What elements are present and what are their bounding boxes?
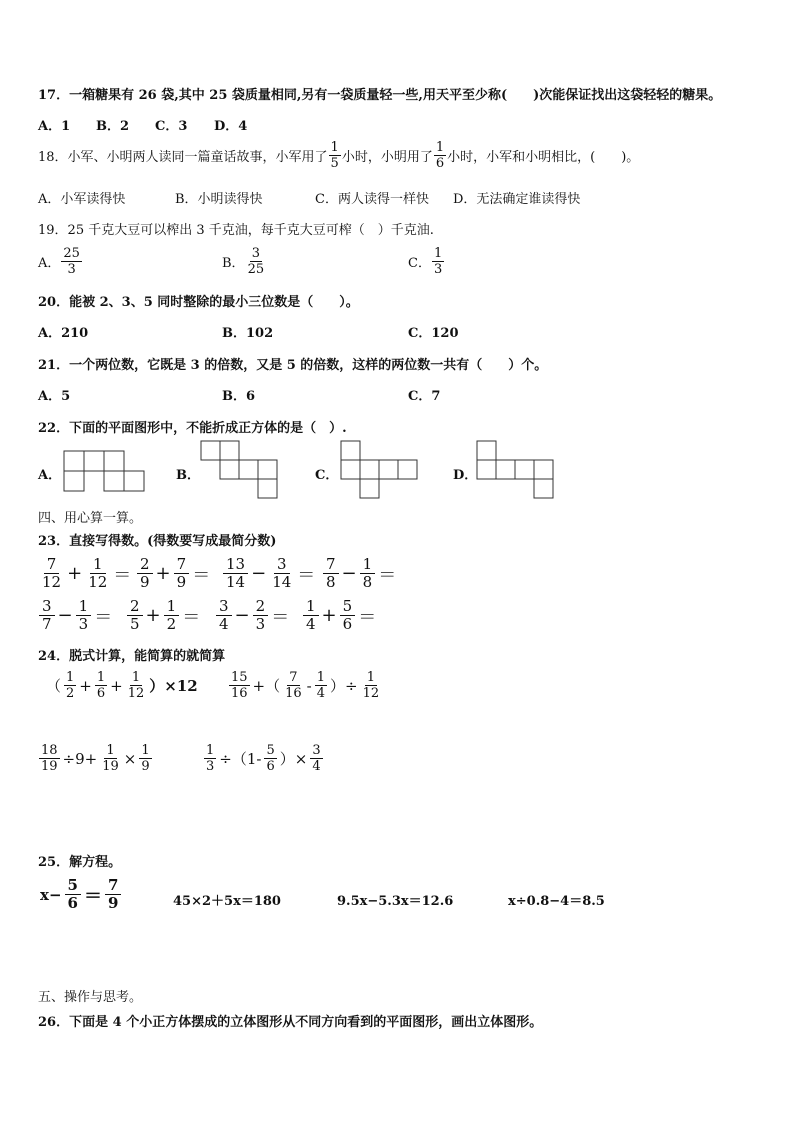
q18-text-2: 小时，小明用了 <box>341 150 433 165</box>
q22-net-c <box>340 440 420 500</box>
q19-option-b: B． $\frac{3}{25}$ <box>222 246 265 277</box>
q19-option-c-fraction: $\frac{1}{3}$ <box>433 246 443 277</box>
q22-net-a <box>63 450 145 492</box>
q18-fraction-2: $\frac{1}{6}$ <box>435 140 445 171</box>
q18-option-d: D．无法确定谁读得快 <box>453 192 581 207</box>
q23-expr-8: $\frac{1}{4}$ + $\frac{5}{6}$ ＝ <box>302 598 378 633</box>
q24-expr-4: $\frac{1}{3}$ ÷（1- $\frac{5}{6}$ ）× $\frac{3}{4}$ <box>206 743 321 774</box>
q25-equation-4: x÷0.8−4＝8.5 <box>508 894 605 909</box>
q23-expr-7: $\frac{3}{4}$ − $\frac{2}{3}$ ＝ <box>215 598 291 633</box>
q18-option-b: B．小明读得快 <box>175 192 263 207</box>
q23-expr-4: $\frac{7}{8}$ − $\frac{1}{8}$ ＝ <box>322 556 398 591</box>
question-25: 25．解方程。 <box>38 855 122 870</box>
question-20: 20．能被 2、3、5 同时整除的最小三位数是（ ）。 <box>38 295 359 310</box>
q22-option-b: B． <box>176 468 200 483</box>
q25-equation-3: 9.5x−5.3x＝12.6 <box>337 894 454 909</box>
q22-net-b <box>200 440 280 500</box>
q22-net-d <box>476 440 556 500</box>
q23-expr-6: $\frac{2}{5}$ + $\frac{1}{2}$ ＝ <box>126 598 202 633</box>
question-24: 24．脱式计算，能简算的就简算 <box>38 649 226 664</box>
q18-option-a: A．小军读得快 <box>38 192 126 207</box>
q19-option-b-fraction: $\frac{3}{25}$ <box>247 246 265 277</box>
q17-option-b: B．2 <box>96 119 130 134</box>
q22-option-d: D． <box>453 468 478 483</box>
question-23: 23．直接写得数。(得数要写成最简分数) <box>38 534 277 549</box>
q20-option-b: B．102 <box>222 326 274 341</box>
q23-expr-2: $\frac{2}{9}$ + $\frac{7}{9}$ ＝ <box>136 556 212 591</box>
q22-option-a: A． <box>38 468 62 483</box>
q24-expr-1: （ $\frac{1}{2}$ + $\frac{1}{6}$ + $\frac{1}{12}$ ）×12 <box>46 670 198 701</box>
q19-option-a-fraction: $\frac{25}{3}$ <box>63 246 80 277</box>
q21-option-a: A．5 <box>38 389 71 404</box>
q25-equation-1: x− $\frac{5}{6}$ ＝ $\frac{7}{9}$ <box>38 877 122 912</box>
q20-option-c: C．120 <box>408 326 459 341</box>
q19-option-c: C． $\frac{1}{3}$ <box>408 246 443 277</box>
q24-expr-3: $\frac{18}{19}$ ÷9+ $\frac{1}{19}$ × $\frac{1}{9}$ <box>41 743 150 774</box>
section-5-heading: 五、操作与思考。 <box>38 990 143 1005</box>
question-18 <box>38 140 639 171</box>
q17-option-c: C．3 <box>155 119 188 134</box>
q18-option-c: C．两人读得一样快 <box>315 192 429 207</box>
q23-expr-1: $\frac{7}{12}$ + $\frac{1}{12}$ ＝ <box>42 555 132 591</box>
q18-text-3: 小时，小军和小明相比，( )。 <box>447 150 640 165</box>
question-26: 26．下面是 4 个小正方体摆成的立体图形从不同方向看到的平面图形，画出立体图形。 <box>38 1015 543 1030</box>
q17-option-d: D．4 <box>214 119 248 134</box>
q22-option-c: C． <box>315 468 339 483</box>
question-21: 21．一个两位数，它既是 3 的倍数，又是 5 的倍数，这样的两位数一共有（ ）个。 <box>38 358 548 373</box>
q25-equation-2: 45×2＋5x＝180 <box>173 894 281 909</box>
q21-option-b: B．6 <box>222 389 256 404</box>
q24-expr-2: $\frac{15}{16}$ +（ $\frac{7}{16}$ - $\frac{1}{4}$ ）÷ $\frac{1}{12}$ <box>231 670 380 701</box>
q19-option-a: A． $\frac{25}{3}$ <box>38 246 80 277</box>
q18-text-1: 18．小军、小明两人读同一篇童话故事，小军用了 <box>38 150 328 165</box>
q23-expr-3: $\frac{13}{14}$ − $\frac{3}{14}$ ＝ <box>222 556 317 591</box>
q20-option-a: A．210 <box>38 326 89 341</box>
q18-fraction-1: $\frac{1}{5}$ <box>330 140 339 171</box>
question-17: 17．一箱糖果有 26 袋,其中 25 袋质量相同,另有一袋质量轻一些,用天平至少称( )次能保证找出这袋轻轻的糖果。 <box>38 88 722 103</box>
q21-option-c: C．7 <box>408 389 441 404</box>
question-22: 22．下面的平面图形中，不能折成正方体的是（ ）. <box>38 421 347 436</box>
question-19: 19．25 千克大豆可以榨出 3 千克油，每千克大豆可榨（ ）千克油. <box>38 223 434 238</box>
section-4-heading: 四、用心算一算。 <box>38 511 143 526</box>
q23-expr-5: $\frac{3}{7}$ − $\frac{1}{3}$ ＝ <box>38 598 114 633</box>
q17-option-a: A．1 <box>38 119 71 134</box>
